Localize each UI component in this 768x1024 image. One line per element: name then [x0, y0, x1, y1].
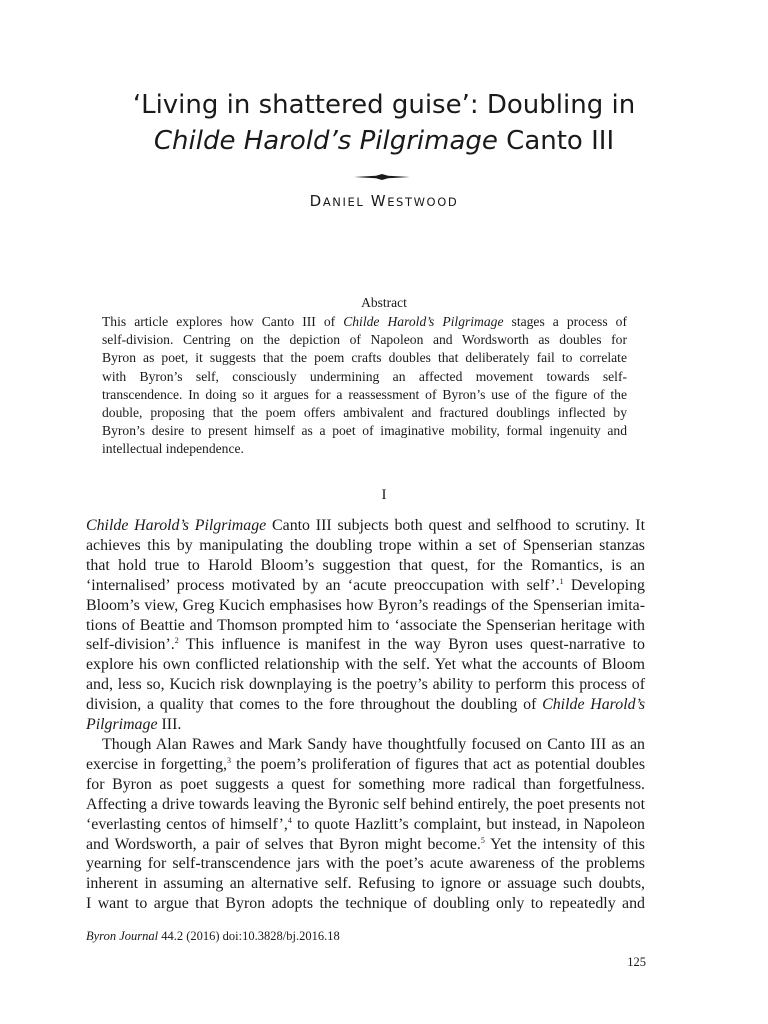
footnote-ref-1[interactable]: 1 — [559, 576, 564, 586]
footnote-ref-3[interactable]: 3 — [227, 755, 232, 765]
abstract-text: This article explores how Canto III of Childe Harold’s Pilgrimage stages a process of self-division. Centring on the depiction of Napoleon and Wordsworth as doubles for Byron as poet, it suggests that the poem crafts doubles that deliberately fail to correlate with Byron’s self, consciously undermining an affected movement towards self- transcendence. In doing so it argues for a reassessment of Byron’s use of the figure of the double, proposing that the poem offers ambivalent and fractured doublings inflected by Byron’s desire to present himself as a poet of imaginative mobility, formal ingenuity and intellectual independence. — [102, 314, 627, 457]
footnote-ref-2[interactable]: 2 — [174, 636, 179, 646]
article-title-line-2 — [0, 126, 768, 156]
title-canto: Canto III — [497, 126, 615, 156]
title-italic-work: Childe Harold’s Pilgrimage — [153, 126, 498, 156]
body-text: Childe Harold’s Pilgrimage Canto III subjects both quest and selfhood to scrutiny. It achieves this by manipulating the doubling trope within a set of Spenserian stanzas that hold true to Harold Bloom’s suggestion that quest, for the Romantics, is an ‘internalised’ process motivated by an ‘acute preoccupation with self’.$^1$ Developing Bloom’s view, Greg Kucich emphasises how Byron’s readings of the Spenserian imita- tions of Beattie and Thomson prompted him to ‘associate the Spenserian heritage with self-division’.$^2$ This influence is manifest in the way Byron uses quest-narrative to explore his own conflicted relationship with the self. Yet what the accounts of Bloom and, less so, Kucich risk downplaying is the poetry’s ability to perform this process of division, a quality that comes to the fore throughout the doubling of Childe Harold’s Pilgrimage III. Though Alan Rawes and Mark Sandy have thoughtfully focused on Canto III as an exercise in forgetting,$^3$ the poem’s proliferation of figures that act as potential doubles for Byron as poet suggests a quest for something more radical than forgetfulness. Affecting a drive towards leaving the Byronic self behind entirely, the poet presents not ‘everlasting centos of himself’,$^4$ to quote Hazlitt’s complaint, but instead, in Napoleon and Wordsworth, a pair of selves that Byron might become.$^5$ Yet the intensity of this yearning for self-transcendence jars with the poet’s acute awareness of the problems inherent in assuming an alternative self. Refusing to ignore or assuage such doubts, I want to argue that Byron adopts the technique of doubling only to repeatedly and — [86, 517, 646, 913]
footnote-ref-5[interactable]: 5 — [480, 835, 485, 845]
page-number: 125 — [627, 955, 646, 969]
journal-citation: Byron Journal 44.2 (2016) doi:10.3828/bj.2016.18 — [86, 929, 340, 943]
abstract-heading: Abstract — [361, 295, 407, 310]
ornament-divider — [354, 172, 410, 182]
footnote-ref-4[interactable]: 4 — [287, 815, 292, 825]
article-title-line-1: ‘Living in shattered guise’: Doubling in — [132, 90, 636, 120]
author-name: DANIEL WESTWOOD — [309, 192, 459, 210]
section-heading: I — [381, 487, 387, 503]
